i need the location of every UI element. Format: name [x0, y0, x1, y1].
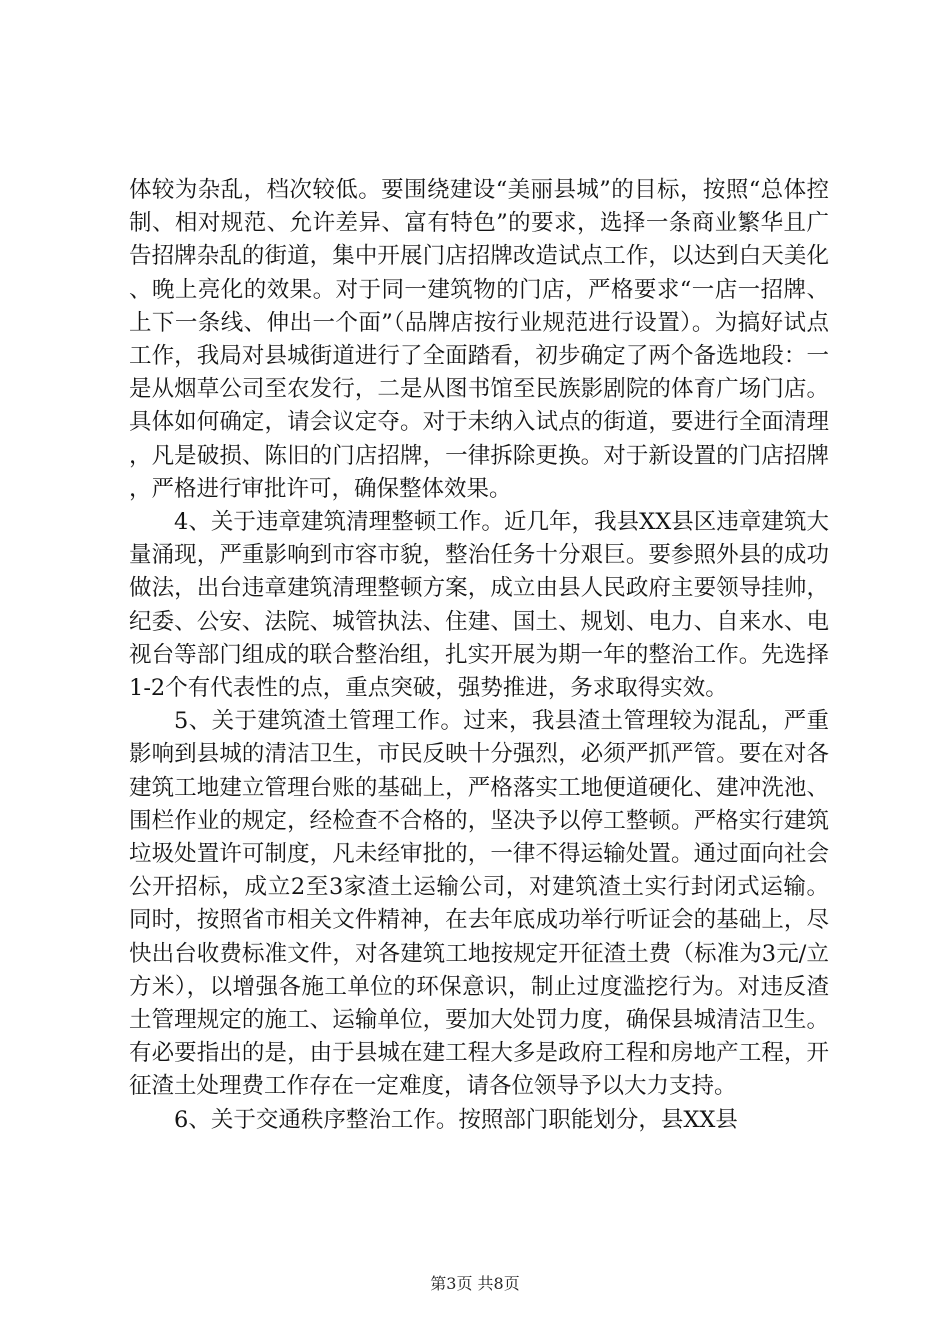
paragraph-illegal-buildings: 4、关于违章建筑清理整顿工作。近几年，我县XX县区违章建筑大量涌现，严重影响到市容市貌，整治任务十分艰巨。要参照外县的成功做法，出台违章建筑清理整顿方案，成立由县人民政府主要领导挂帅，纪委、公安、法院、城管执法、住建、国土、规划、电力、自来水、电视台等部门组成的联合整治组，扎实开展为期一年的整治工作。先选择1-2个有代表性的点，重点突破，强势推进，务求取得实效。: [129, 509, 829, 702]
paragraph-continuation: 体较为杂乱，档次较低。要围绕建设“美丽县城”的目标，按照“总体控制、相对规范、允许差异、富有特色”的要求，选择一条商业繁华且广告招牌杂乱的街道，集中开展门店招牌改造试点工作，以达到白天美化、晚上亮化的效果。对于同一建筑物的门店，严格要求“一店一招牌、上下一条线、伸出一个面”（品牌店按行业规范进行设置）。为搞好试点工作，我局对县城街道进行了全面踏看，初步确定了两个备选地段：一是从烟草公司至农发行，二是从图书馆至民族影剧院的体育广场门店。具体如何确定，请会议定夺。对于未纳入试点的街道，要进行全面清理，凡是破损、陈旧的门店招牌，一律拆除更换。对于新设置的门店招牌，严格进行审批许可，确保整体效果。: [129, 177, 829, 502]
paragraph-construction-waste: 5、关于建筑渣土管理工作。过来，我县渣土管理较为混乱，严重影响到县城的清洁卫生，市民反映十分强烈，必须严抓严管。要在对各建筑工地建立管理台账的基础上，严格落实工地便道硬化、建冲洗池、围栏作业的规定，经检查不合格的，坚决予以停工整顿。严格实行建筑垃圾处置许可制度，凡未经审批的，一律不得运输处置。通过面向社会公开招标，成立2至3家渣土运输公司，对建筑渣土实行封闭式运输。同时，按照省市相关文件精神，在去年底成功举行听证会的基础上，尽快出台收费标准文件，对各建筑工地按规定开征渣土费（标准为3元/立方米），以增强各施工单位的环保意识，制止过度滥挖行为。对违反渣土管理规定的施工、运输单位，要加大处罚力度，确保县城清洁卫生。有必要指出的是，由于县城在建工程大多是政府工程和房地产工程，开征渣土处理费工作存在一定难度，请各位领导予以大力支持。: [129, 708, 829, 1100]
page-footer: [0, 1274, 950, 1294]
document-body: [129, 174, 829, 1137]
page-number-label: 第3页 共8页: [430, 1274, 520, 1293]
paragraph-traffic-order: 6、关于交通秩序整治工作。按照部门职能划分，县XX县: [174, 1106, 738, 1133]
